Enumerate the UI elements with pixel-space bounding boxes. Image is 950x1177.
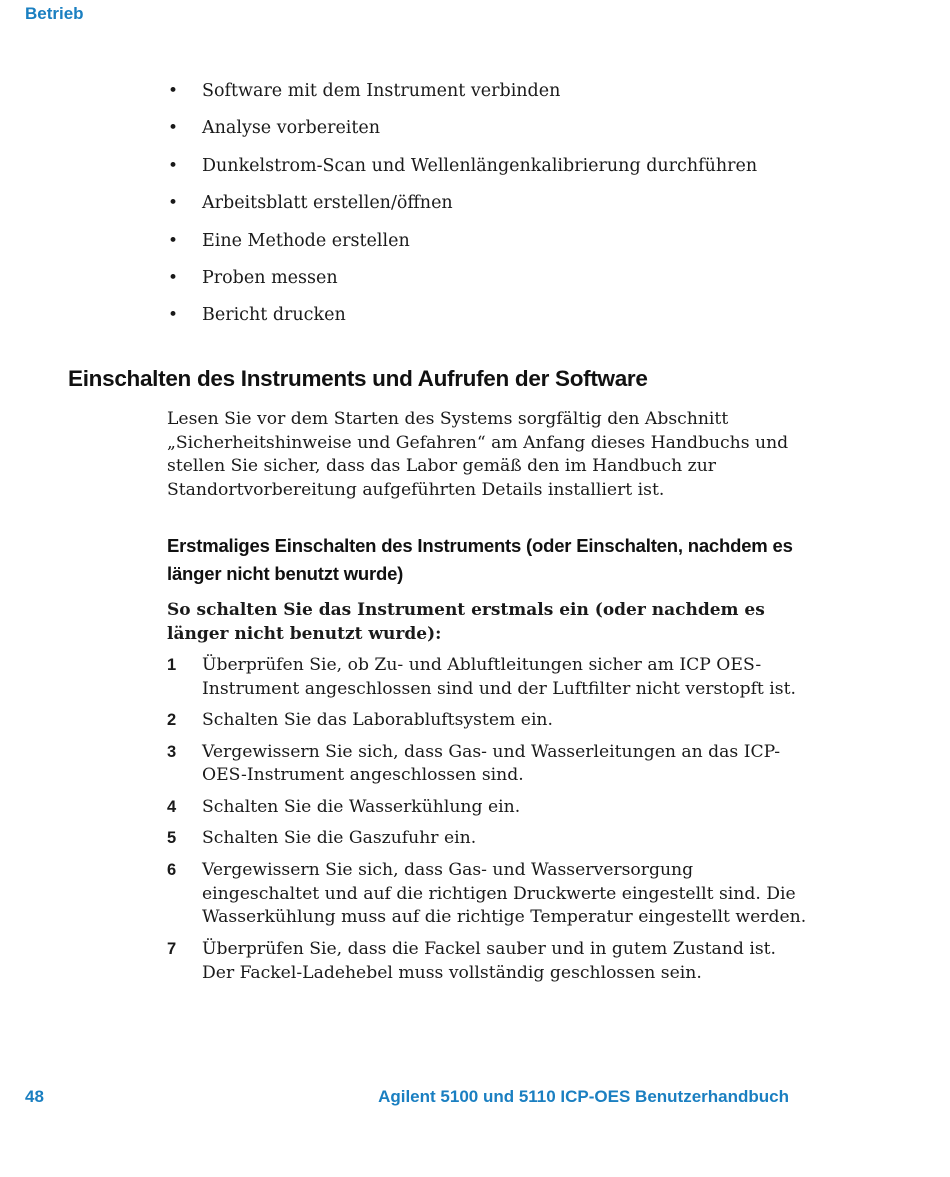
step-number: 5 [167, 829, 177, 848]
bullet-item: • Arbeitsblatt erstellen/öffnen [168, 192, 757, 214]
bullet-item: • Proben messen [168, 267, 757, 289]
step-text: Vergewissern Sie sich, dass Gas- und Wasserleitungen an das ICP-OES-Instrument angeschlossen sind. [202, 741, 781, 786]
page-number: 48 [25, 1087, 44, 1106]
step-number: 7 [167, 939, 177, 958]
procedure-steps [167, 654, 807, 993]
manual-title: Agilent 5100 und 5110 ICP-OES Benutzerhandbuch [378, 1087, 789, 1106]
step-item [167, 859, 807, 930]
step-item [167, 796, 807, 820]
step-text: Schalten Sie das Laborabluftsystem ein. [202, 710, 553, 731]
section-heading: Einschalten des Instruments und Aufrufen der Software [68, 366, 648, 391]
step-item [167, 709, 807, 733]
task-bullet-list [168, 80, 757, 342]
subsection-heading: Erstmaliges Einschalten des Instruments (oder Einschalten, nachdem es länger nicht benutzt wurde) [167, 535, 793, 584]
step-number: 6 [167, 860, 177, 879]
step-item [167, 827, 807, 851]
step-number: 1 [167, 656, 177, 674]
step-text: Schalten Sie die Wasserkühlung ein. [202, 796, 521, 817]
step-number: 2 [167, 711, 177, 730]
procedure-title: So schalten Sie das Instrument erstmals ein (oder nachdem es länger nicht benutzt wurde): [167, 600, 765, 644]
bullet-item: • Bericht drucken [168, 304, 757, 326]
bullet-item: • Software mit dem Instrument verbinden [168, 80, 757, 102]
step-text: Schalten Sie die Gaszufuhr ein. [202, 828, 477, 849]
step-text: Überprüfen Sie, ob Zu- und Abluftleitungen sicher am ICP OES-Instrument angeschlossen sind und der Luftfilter nicht verstopft ist. [202, 655, 796, 699]
step-number: 3 [167, 742, 177, 761]
running-header: Betrieb [25, 4, 84, 23]
bullet-item: • Analyse vorbereiten [168, 117, 757, 139]
step-item [167, 741, 807, 788]
bullet-item: • Dunkelstrom-Scan und Wellenlängenkalibrierung durchführen [168, 155, 757, 177]
step-text: Überprüfen Sie, dass die Fackel sauber und in gutem Zustand ist. Der Fackel-Ladehebel muss vollständig geschlossen sein. [202, 938, 777, 983]
step-item [167, 938, 807, 985]
step-item [167, 654, 807, 701]
bullet-item: • Eine Methode erstellen [168, 230, 757, 252]
intro-paragraph: Lesen Sie vor dem Starten des Systems sorgfältig den Abschnitt „Sicherheitshinweise und Gefahren“ am Anfang dieses Handbuchs und stellen Sie sicher, dass das Labor gemäß den im Handbuch zur Standortvorbereitung aufgeführten Details installiert ist. [167, 409, 789, 500]
step-text: Vergewissern Sie sich, dass Gas- und Wasserversorgung eingeschaltet und auf die richtigen Druckwerte eingestellt sind. Die Wasserkühlung muss auf die richtige Temperatur eingestellt werden. [202, 859, 807, 928]
step-number: 4 [167, 797, 177, 816]
